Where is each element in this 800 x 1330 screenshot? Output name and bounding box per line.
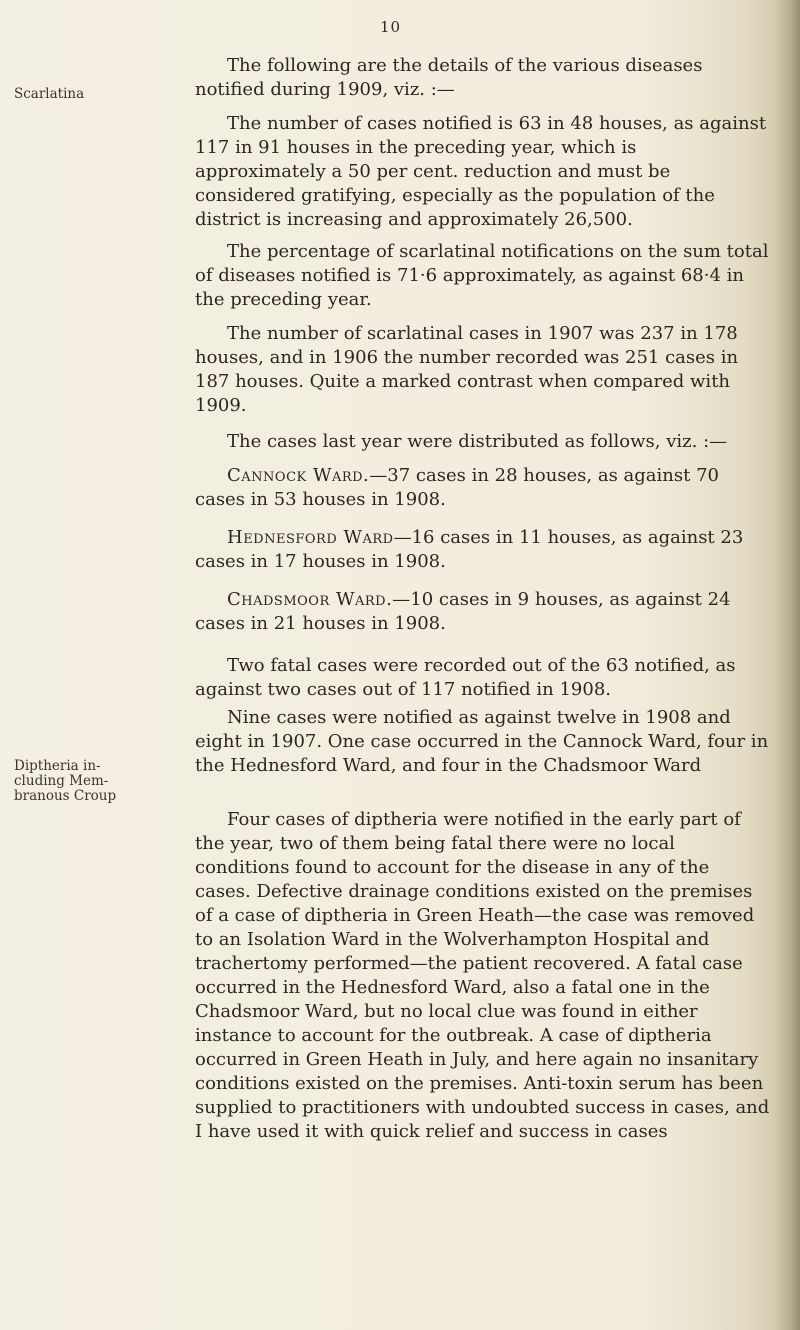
paragraph-previous-years — [195, 322, 770, 418]
paragraph-intro — [195, 54, 770, 102]
previous-years-text: The number of scarlatinal cases in 1907 was 237 in 178 houses, and in 1906 the number recorded was 251 cases in 187 houses. Quite a marked contrast when compared with 1909. — [195, 323, 739, 416]
paragraph-diphtheria-details — [195, 808, 770, 1144]
fatal-cases-text: Two fatal cases were recorded out of the 63 notified, as against two cases out of 117 notified in 1908. — [195, 655, 736, 700]
intro-text: The following are the details of the various diseases notified during 1909, viz. :— — [195, 55, 703, 100]
percentage-text: The percentage of scarlatinal notifications on the sum total of diseases notified is 71·6 approximately, as against 68·4 in the preceding year. — [195, 241, 769, 310]
ward-cannock — [195, 464, 770, 512]
sidenote-scarlatina: Scarlatina — [14, 86, 85, 102]
distribution-text: The cases last year were distributed as follows, viz. :— — [227, 431, 728, 452]
paragraph-fatal-cases — [195, 654, 770, 702]
sidenote-line: cluding Mem- — [14, 773, 109, 789]
diphtheria-details-text: Four cases of diptheria were notified in the early part of the year, two of them being fatal there were no local conditions found to account for the disease in any of the cases. Defective drainage conditions existed on the premises of a case of diptheria in Green Heath—the case was removed to an Isolation Ward in the Wolverhampton Hospital and trachertomy performed—the patient recovered. A fatal case occurred in the Hednesford Ward, also a fatal one in the Chadsmoor Ward, but no local clue was found in either instance to account for the outbreak. A case of diptheria occurred in Green Heath in July, and here again no insanitary conditions existed on the premises. Anti-toxin serum has been supplied to practitioners with undoubted success in cases, and I have used it with quick relief and success in cases — [195, 809, 770, 1142]
paragraph-distribution — [195, 430, 770, 454]
paragraph-diphtheria-count — [195, 706, 770, 778]
page-edge-shadow — [774, 0, 800, 1330]
ward-label: Hednesford Ward — [227, 527, 394, 548]
ward-label: Cannock Ward. — [227, 465, 370, 486]
paragraph-percentage — [195, 240, 770, 312]
ward-figures: —37 cases in 28 houses, as against 70 cases in 53 houses in 1908. — [195, 465, 719, 510]
ward-figures: —16 cases in 11 houses, as against 23 cases in 17 houses in 1908. — [195, 527, 744, 572]
ward-hednesford — [195, 526, 770, 574]
ward-chadsmoor — [195, 588, 770, 636]
scarlatina-count-text: The number of cases notified is 63 in 48 houses, as against 117 in 91 houses in the preceding year, which is approximately a 50 per cent. reduction and must be considered gratifying, especially as the population of the district is increasing and approximately 26,500. — [195, 113, 767, 230]
paragraph-scarlatina-count — [195, 112, 770, 232]
ward-label: Chadsmoor Ward. — [227, 589, 393, 610]
ward-figures: —10 cases in 9 houses, as against 24 cases in 21 houses in 1908. — [195, 589, 731, 634]
sidenote-diphtheria — [14, 759, 116, 804]
diphtheria-count-text: Nine cases were notified as against twelve in 1908 and eight in 1907. One case occurred in the Cannock Ward, four in the Hednesford Ward, and four in the Chadsmoor Ward — [195, 707, 769, 776]
sidenote-line: Diptheria in- — [14, 758, 101, 774]
page-number: 10 — [380, 18, 402, 36]
sidenote-line: branous Croup — [14, 788, 117, 804]
